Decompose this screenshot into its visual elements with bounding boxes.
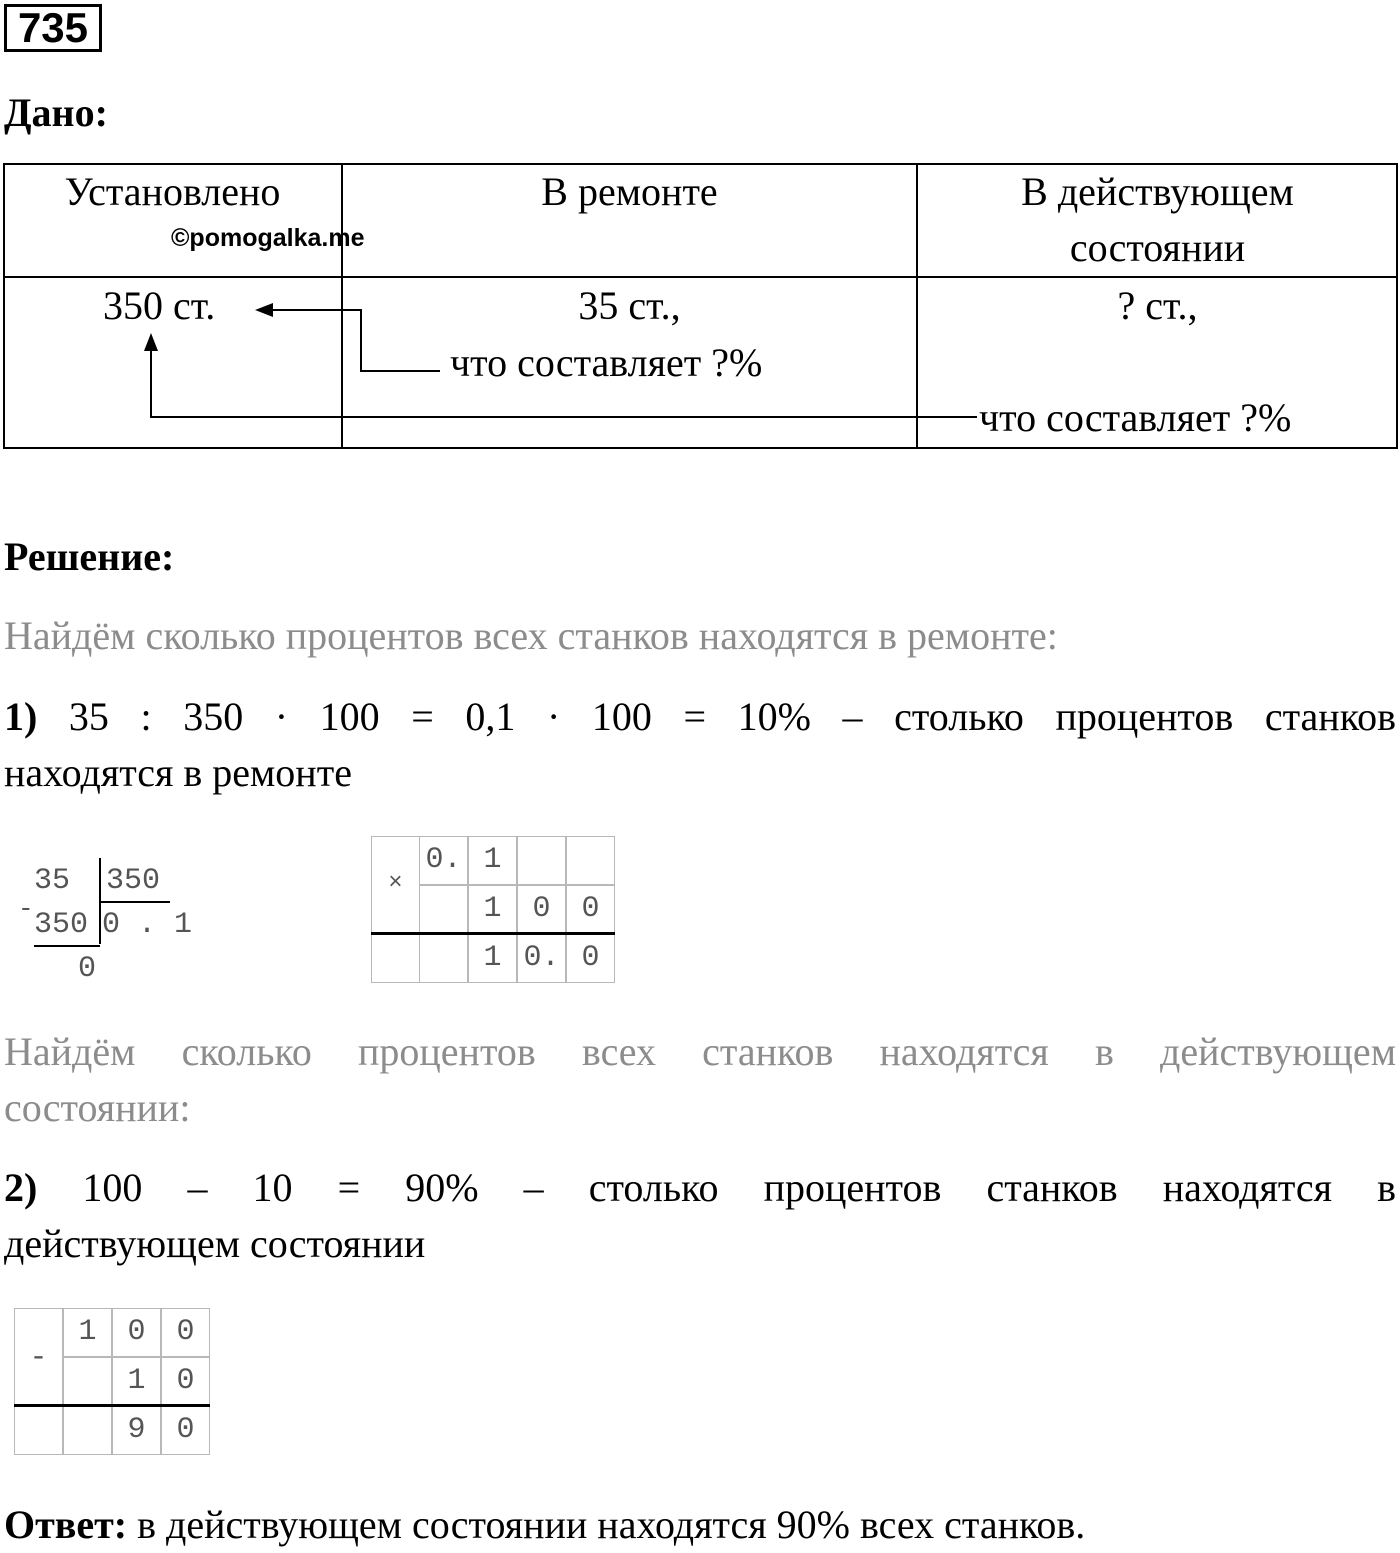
step2-line1 <box>4 1160 1396 1216</box>
step2-number: 2) <box>4 1165 38 1210</box>
mult-cell <box>517 836 566 885</box>
mult-cell: 1 <box>468 934 517 983</box>
mult-cell <box>371 934 420 983</box>
mult-sign-cell <box>371 836 420 934</box>
step2-intro-line2: состоянии: <box>4 1085 191 1130</box>
step1-intro: Найдём сколько процентов всех станков находятся в ремонте: <box>4 613 1058 658</box>
mult-cell: 0 <box>566 885 615 934</box>
long-division <box>14 856 193 986</box>
step2-expression: 100 – 10 = 90% – столько процентов станков находятся в <box>82 1165 1397 1210</box>
repair-note: что составляет ?% <box>450 340 763 385</box>
multiplication-grid <box>371 836 616 984</box>
sub-cell: 1 <box>112 1357 161 1406</box>
mult-cell: 0 <box>517 885 566 934</box>
installed-value: 350 ст. <box>103 283 216 328</box>
sub-cell: 0 <box>161 1406 210 1455</box>
mult-cell <box>566 836 615 885</box>
step2-line2: действующем состоянии <box>4 1221 426 1266</box>
sub-cell: 1 <box>63 1308 112 1357</box>
sub-cell <box>14 1406 63 1455</box>
header-working-line2: состоянии <box>1069 225 1246 270</box>
sub-result-line <box>14 1404 210 1407</box>
mult-result-line <box>371 932 615 935</box>
answer <box>4 1497 1085 1553</box>
step2-intro-line1: Найдём сколько процентов всех станков находятся в действующем <box>4 1029 1396 1074</box>
header-installed: Установлено <box>64 169 281 214</box>
header-repair: В ремонте <box>541 169 718 214</box>
solution-heading: Решение: <box>4 534 175 579</box>
mult-cell <box>419 885 468 934</box>
answer-label: Ответ: <box>4 1502 128 1547</box>
working-note: что составляет ?% <box>979 395 1292 440</box>
working-value: ? ст., <box>1117 283 1198 328</box>
sub-cell: 0 <box>112 1308 161 1357</box>
step1-expression: 35 : 350 · 100 = 0,1 · 100 = 10% – столько процентов станков <box>68 694 1397 739</box>
sub-sign-cell <box>14 1308 63 1406</box>
sub-cell: 9 <box>112 1406 161 1455</box>
watermark: ©pomogalka.me <box>171 224 365 252</box>
subtraction-grid <box>14 1308 211 1456</box>
repair-value: 35 ст., <box>578 283 681 328</box>
mult-cell <box>419 934 468 983</box>
mult-cell: 0 <box>566 934 615 983</box>
division-dividend: 35 <box>34 864 71 898</box>
step1-line1 <box>4 689 1396 745</box>
given-heading: Дано: <box>4 90 108 135</box>
division-divisor: 350 <box>106 864 161 898</box>
given-table <box>3 163 1398 449</box>
sub-cell <box>63 1406 112 1455</box>
sub-cell: 0 <box>161 1308 210 1357</box>
step1-line2: находятся в ремонте <box>4 750 352 795</box>
division-minus: - <box>18 894 34 924</box>
mult-cell: 1 <box>468 885 517 934</box>
mult-cell: 0. <box>419 836 468 885</box>
problem-number: 735 <box>4 4 102 52</box>
mult-cell: 1 <box>468 836 517 885</box>
step1-number: 1) <box>4 694 38 739</box>
sub-cell: 0 <box>161 1357 210 1406</box>
mult-sign: × <box>388 870 403 897</box>
header-working-line1: В действующем <box>1021 169 1294 214</box>
mult-cell: 0. <box>517 934 566 983</box>
answer-text: в действующем состоянии находятся 90% всех станков. <box>127 1502 1086 1547</box>
sub-sign: - <box>29 1341 48 1375</box>
division-remainder: 0 <box>78 952 97 986</box>
division-quotient: 0 . 1 <box>102 908 193 942</box>
division-subtrahend: 350 <box>34 908 89 942</box>
sub-cell <box>63 1357 112 1406</box>
